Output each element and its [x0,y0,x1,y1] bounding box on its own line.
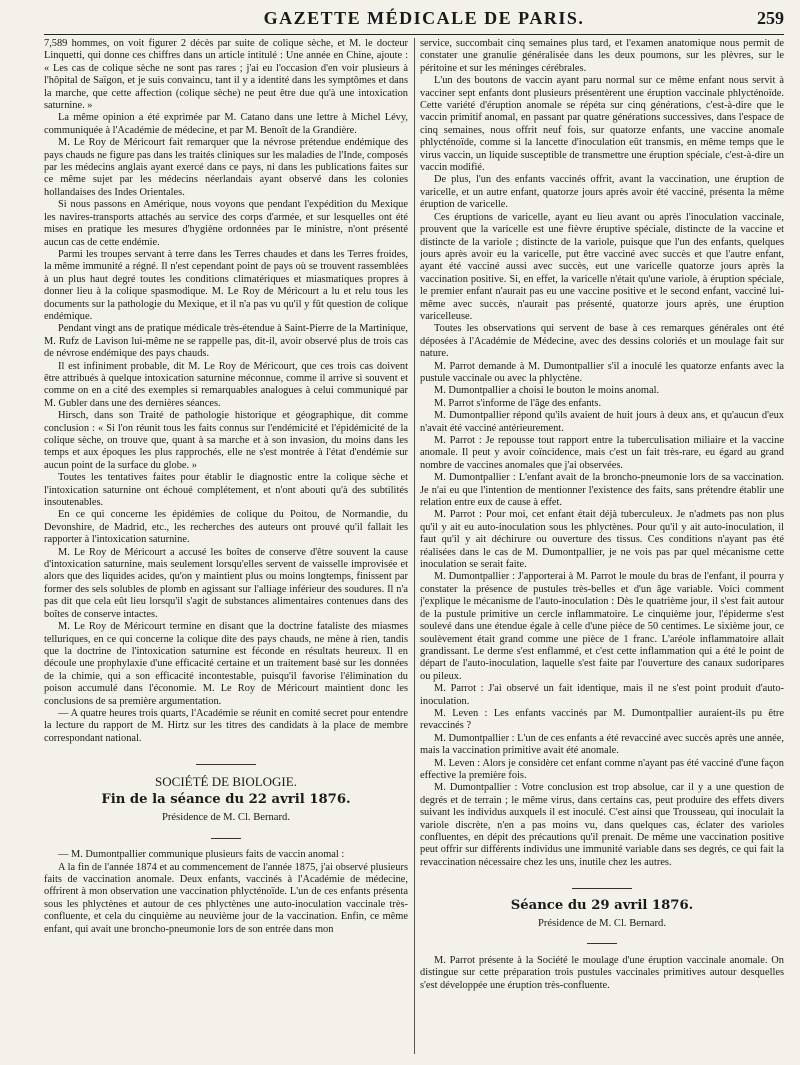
paragraph: Si nous passons en Amérique, nous voyons que pendant l'expédition du Mexique les navires-transports attachés au service des corps d'armée, et sur lesquelles ont été mises en pratique les mesures d'hygiène ordonnées par le ministre, n'ont présenté aucun cas de cette endémie. [44,199,408,248]
column-rule [414,38,415,1054]
paragraph: L'un des boutons de vaccin ayant paru normal sur ce même enfant nous servit à vacciner sept enfants dont plusieurs présentèrent une éruption vaccinale phlycténoïde. Cette variété d'éruption anomale se répéta sur cinq générations, c'est-à-dire que le vaccin primitif anomal, en passant par quatre générations successives, dans l'espace de cinq semaines, nous offrit neuf fois, sur quatorze enfants, une vaccine anomale phlycténoïde, comme si la lancette d'inoculation eût transmis, en même temps que le virus vaccin, un liquide susceptible de transmettre une éruption spéciale, c'est-à-dire un vaccin modifié. [420,75,784,174]
paragraph: M. Parrot : J'ai observé un fait identique, mais il ne s'est point produit d'auto-inoculation. [420,683,784,707]
paragraph: Il est infiniment probable, dit M. Le Roy de Méricourt, que ces trois cas doivent être attribués à quelque intoxication saturnine méconnue, comme il arrive si souvent et comme on en a cité des exemples si remarquables analogues à celui communiqué par M. Gubler dans une des dernières séances. [44,360,408,409]
paragraph: De plus, l'un des enfants vaccinés offrit, avant la vaccination, une éruption de varicelle, et un autre enfant, quatorze jours après avoir été vacciné, présenta la même éruption de varicelle. [420,174,784,211]
paragraph: La même opinion a été exprimée par M. Catano dans une lettre à Michel Lévy, communiquée à l'Académie de médecine, et par M. Benoît de la Grandière. [44,112,408,136]
paragraph: M. Le Roy de Méricourt fait remarquer que la névrose prétendue endémique des pays chauds ne figure pas dans les traités cliniques sur les maladies de l'Inde, composés par les médecins anglais ayant exercé dans ce pays, ni dans les publications faites sur ce même sujet par les médecins néerlandais ayant observé dans les colonies hollandaises des Indes Orientales. [44,137,408,198]
paragraph: M. Dumontpallier : L'enfant avait de la broncho-pneumonie lors de sa vaccination. Je n'ai eu que l'intention de mentionner l'existence des faits, sans prétendre établir une relation entre eux de cause à effet. [420,472,784,509]
paragraph: M. Parrot demande à M. Dumontpallier s'il a inoculé les quatorze enfants avec la pustule vaccinale ou avec la phlyctène. [420,360,784,384]
left-column [44,38,408,1062]
page-header [44,8,784,35]
short-rule-right [420,936,784,948]
paragraph: M. Parrot s'informe de l'âge des enfants. [434,397,602,409]
paragraph: En ce qui concerne les épidémies de colique du Poitou, de Normandie, du Devonshire, de Madrid, etc., les recherches des auteurs ont prouvé qu'il fallait les rapporter à l'intoxication saturnine. [44,509,408,546]
paragraph: M. Leven : Les enfants vaccinés par M. Dumontpallier auraient-ils pu être revaccinés ? [420,707,784,732]
left-paragraphs-2 [44,849,408,936]
paragraph: Ces éruptions de varicelle, ayant eu lieu avant ou après l'inoculation vaccinale, prouvent que la varicelle est une fièvre éruptive spéciale, distincte de la vaccine et distincte de la variole ; distincte de la variole, puisque que l'un des enfants, quelques jours après avoir eu la varicelle, put être vacciné avec succès et que l'autre enfant, ayant été vacciné aussi avec succès, eut une varicelle quatorze jours après la vaccination positive. Si, en effet, la varicelle n'était qu'une variole, à éruption spéciale, le premier enfant n'aurait pas eu une vaccine positive et le second enfant, vacciné lui-même avec succès, n'aurait pas présenté, quatorze jours après, une éruption varicelleuse. [420,211,784,322]
paragraph: M. Dumontpallier répond qu'ils avaient de huit jours à deux ans, et qu'aucun d'eux n'avait été vacciné antérieurement. [420,410,784,434]
paragraph: M. Dumontpallier : L'un de ces enfants a été revacciné avec succès après une année, mais la vaccination primitive avait été anomale. [420,732,784,757]
columns [44,38,784,1062]
seance-title-2: Séance du 29 avril 1876. [510,897,694,913]
paragraph: M. Parrot présente à la Société le moulage d'une éruption vaccinale anomale. On distingue sur cette préparation trois pustules vaccinales primitives autour desquelles s'est développée une éruption très-confluente. [420,954,784,991]
right-paragraphs-2 [420,955,784,992]
paragraph: Toutes les observations qui servent de base à ces remarques générales ont été déposées à l'Académie de Médecine, avec des dessins coloriés et un moulage fait sur nature. [420,323,784,360]
right-column [420,38,784,1062]
journal-title: GAZETTE MÉDICALE DE PARIS. [263,8,585,28]
society-title: SOCIÉTÉ DE BIOLOGIE. [155,773,297,789]
paragraph: — M. Dumontpallier communique plusieurs faits de vaccin anomal : [58,849,345,861]
paragraph: Toutes les tentatives faites pour établir le diagnostic entre la colique sèche et l'intoxication saturnine ont échoué complétement, et n'ont abouti qu'à des subtilités insoutenables. [44,472,408,509]
paragraph: A la fin de l'année 1874 et au commencement de l'année 1875, j'ai observé plusieurs faits de vaccination anomale. Deux enfants, vaccinés à l'Académie de médecine, offrirent à mon observation une vaccination phlycténoïde. L'un de ces enfants présenta sous les phlyctènes et autour de ces phlyctènes une auto-inoculation vaccinale très-confluente, et cela du cinquième au neuvième jour de la vaccination. Enfin, ce même enfant, qui avait une broncho-pneumonie lors de son entrée dans mon [44,861,408,935]
presidence-1: Présidence de M. Cl. Bernard. [162,812,290,824]
paragraph: M. Dumontpallier : Votre conclusion est trop absolue, car il y a une question de degrés et de terrain ; le même virus, dans certains cas, peut produire des effets divers suivant les individus auxquels il est inoculé. C'est ainsi que Trousseau, qui inoculait la variole discrète, n'en a pas moins vu, dans quelques cas, éclater des varioles confluentes, en dépit des précautions qu'il prenait. De même une vaccination positive peut offrir sur différents individus une immunité variable dans ses degrés, ce qui fait la revaccination nécessaire chez les uns, inutile chez les autres. [420,782,784,868]
paragraph: M. Dumontpallier a choisi le bouton le moins anomal. [434,385,660,397]
paragraph: Parmi les troupes servant à terre dans les Terres chaudes et dans les Terres froides, la même immunité a régné. Il n'est cependant point de pays où se trouvent rassemblées à un plus haut degré toutes les conditions climatériques et miasmatiques propres à donner lieu à la colique spasmodique. M. Le Roy de Méricourt a lu et relu tous les documents sur la pathologie du Mexique, et il n'a pas vu qu'il y fût question de colique endémique. [44,248,408,322]
paragraph: Hirsch, dans son Traité de pathologie historique et géographique, dit comme conclusion : « Si l'on réunit tous les faits connus sur l'endémicité et l'épidémicité de la colique sèche, on trouve que, quant à sa marche et à son invasion, du moins dans les temps et aux époques les plus rapprochés, elle ne s'est montrée à l'état d'endémie sur aucun point de la surface du globe. » [44,410,408,471]
left-paragraphs [44,38,408,745]
paragraph: 7,589 hommes, on voit figurer 2 décès par suite de colique sèche, et M. le docteur Linquetti, qui donne ces chiffres dans un article intitulé : Une année en Chine, ajoute : « Les cas de colique sèche ne sont pas rares ; j'ai eu l'occasion d'en voir plusieurs à l'hôpital de Saïgon, et je suis convaincu, tant il y a identité dans les symptômes et dans la marche, que cette affection (colique sèche) ne peut être due qu'à une intoxication saturnine. » [44,38,408,112]
short-rule [44,831,408,843]
paragraph: M. Parrot : Pour moi, cet enfant était déjà tuberculeux. Je n'admets pas non plus qu'il y ait eu auto-inoculation sous les phlyctènes. Pour qu'il y ait auto-inoculation, il faut qu'il y ait déchirure ou ouverture des tissus. Ces conditions n'ayant pas été réalisées dans le cas de M. Dumontpallier, je ne vois pas par quel mécanisme cette inoculation se serait faite. [420,509,784,571]
paragraph: M. Le Roy de Méricourt a accusé les boîtes de conserve d'être souvent la cause d'intoxication saturnine, mais seulement lorsqu'elles servent de vaisselle improvisée et alors que des liquides acides, qu'on y maintient plus ou moins longtemps, finissent par former des sels solubles de plomb en agissant sur l'alliage inférieur des soudures. Il n'a pas dit que cela eût lieu lorsqu'il s'agit de substances alimentaires contenues dans des boîtes de conserve intactes. [44,546,408,620]
paragraph: M. Leven : Alors je considère cet enfant comme n'ayant pas été vacciné d'une façon effective la première fois. [420,757,784,781]
presidence-2: Présidence de M. Cl. Bernard. [538,918,666,930]
seance-title-1: Fin de la séance du 22 avril 1876. [101,791,351,807]
paragraph: service, succombait cinq semaines plus tard, et l'examen anatomique nous permit de constater une granulie généralisée dans les deux poumons, sur les plèvres, sur le péritoine et sur les méninges cérébrales. [420,38,784,74]
paragraph: M. Le Roy de Méricourt termine en disant que la doctrine fataliste des miasmes telluriques, en ce qui concerne la colique dite des pays chauds, ne mène à rien, tandis que la doctrine de l'intoxication saturnine est féconde en résultats heureux. Il en découle une prophylaxie d'une efficacité certaine et un traitement basé sur les données de la chimie, qui a son efficacité incontestable, puisqu'il favorise l'élimination du poison accumulé dans l'économie. M. Le Roy de Méricourt maintient donc les conclusions de sa première argumentation. [44,621,408,707]
paragraph: Pendant vingt ans de pratique médicale très-étendue à Saint-Pierre de la Martinique, M. Rufz de Lavison lui-même ne se rappelle pas, dit-il, avoir observé plus de trois cas de névrose endémique des pays chauds. [44,323,408,360]
paragraph: — A quatre heures trois quarts, l'Académie se réunit en comité secret pour entendre la lecture du rapport de M. Hirtz sur les titres des candidats à la place de membre correspondant national. [44,707,408,744]
section-separator [44,757,408,769]
right-paragraphs [420,38,784,869]
paragraph: M. Parrot : Je repousse tout rapport entre la tuberculisation miliaire et la vaccine anomale. Il peut y avoir coïncidence, mais c'est un fait très-rare, eu égard au grand nombre de vaccines anomales que j'ai observées. [420,435,784,471]
section-separator-right [420,881,784,893]
page-number: 259 [757,8,784,28]
paragraph: M. Dumontpallier : J'apporterai à M. Parrot le moule du bras de l'enfant, il pourra y constater la présence de pustules très-belles et d'un âge variable. Voici comment j'explique le mécanisme de l'auto-inoculation : Dès le quatrième jour, il s'est fait autour de la pustule primitive un cercle inflammatoire. Le cinquième jour, l'épiderme s'est soulevé dans une étendue égale à celle d'une pièce de 50 centimes. Le sixième jour, ce soulèvement était grand comme une pièce de 1 franc. L'aréole inflammatoire allait grandissant. Le derme s'est enflammé, et c'est cette inflammation qui a été le point de départ de l'auto-inoculation, laquelle s'est faite par l'ouverture des canaux sudoripares ou pileux. [420,571,784,682]
